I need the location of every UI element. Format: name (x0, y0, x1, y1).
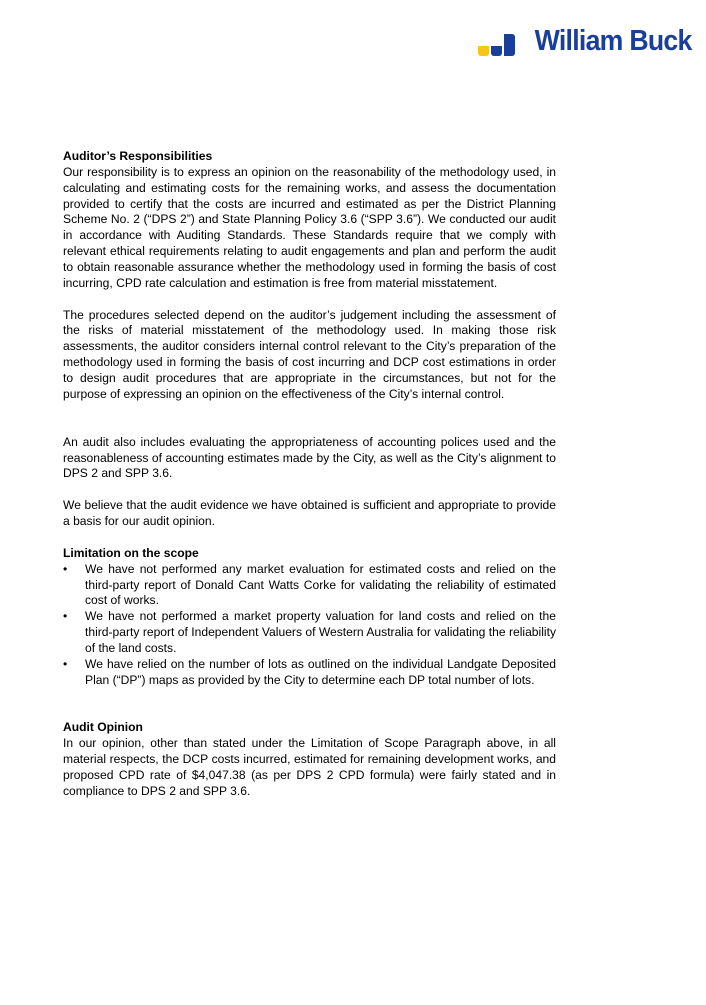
responsibilities-paragraph-1: Our responsibility is to express an opinion on the reasonability of the methodology used, in calculating and estimating costs for the remaining works, and assess the documentation provided to certify that the costs are incurred and estimated as per the District Planning Scheme No. 2 (“DPS 2”) and State Planning Policy 3.6 (“SPP 3.6”). We conducted our audit in accordance with Auditing Standards. These Standards require that we comply with relevant ethical requirements relating to audit engagements and plan and perform the audit to obtain reasonable assurance whether the methodology used in forming the basis of cost incurring, CPD rate calculation and estimation is free from material misstatement. (63, 164, 556, 290)
limitation-list (63, 562, 556, 689)
logo-wordmark: William Buck (535, 25, 692, 57)
limitation-heading: Limitation on the scope (63, 545, 199, 560)
list-item: • We have not performed a market property valuation for land costs and relied on the third-party report of Independent Valuers of Western Australia for validating the reliability of the land costs. (63, 609, 556, 657)
list-item: • We have relied on the number of lots as outlined on the individual Landgate Deposited Plan (“DP”) maps as provided by the City to determine each DP total number of lots. (63, 657, 556, 689)
auditor-responsibilities-heading: Auditor’s Responsibilities (63, 149, 213, 163)
logo-mark-icon (478, 34, 517, 56)
audit-opinion-heading: Audit Opinion (63, 720, 143, 735)
responsibilities-paragraph-4: We believe that the audit evidence we have obtained is sufficient and appropriate to provide a basis for our audit opinion. (63, 498, 556, 529)
document-body (63, 149, 556, 800)
william-buck-logo (478, 22, 692, 56)
responsibilities-paragraph-3: An audit also includes evaluating the appropriateness of accounting polices used and the reasonableness of accounting estimates made by the City, as well as the City’s alignment to DPS 2 and SPP 3.6. (63, 434, 556, 481)
audit-opinion-paragraph: In our opinion, other than stated under the Limitation of Scope Paragraph above, in all material respects, the DCP costs incurred, estimated for remaining development works, and proposed CPD rate of $4,047.38 (as per DPS 2 CPD formula) were fairly stated and in compliance to DPS 2 and SPP 3.6. (63, 736, 556, 798)
list-item: • We have not performed any market evaluation for estimated costs and relied on the third-party report of Donald Cant Watts Corke for validating the reliability of estimated cost of works. (63, 562, 556, 610)
responsibilities-paragraph-2: The procedures selected depend on the auditor’s judgement including the assessment of the risks of material misstatement of the methodology used. In making those risk assessments, the auditor considers internal control relevant to the City’s preparation of the methodology used in forming the basis of cost incurring and DCP cost estimations in order to design audit procedures that are appropriate in the circumstances, but not for the purpose of expressing an opinion on the effectiveness of the City’s internal control. (63, 307, 556, 401)
